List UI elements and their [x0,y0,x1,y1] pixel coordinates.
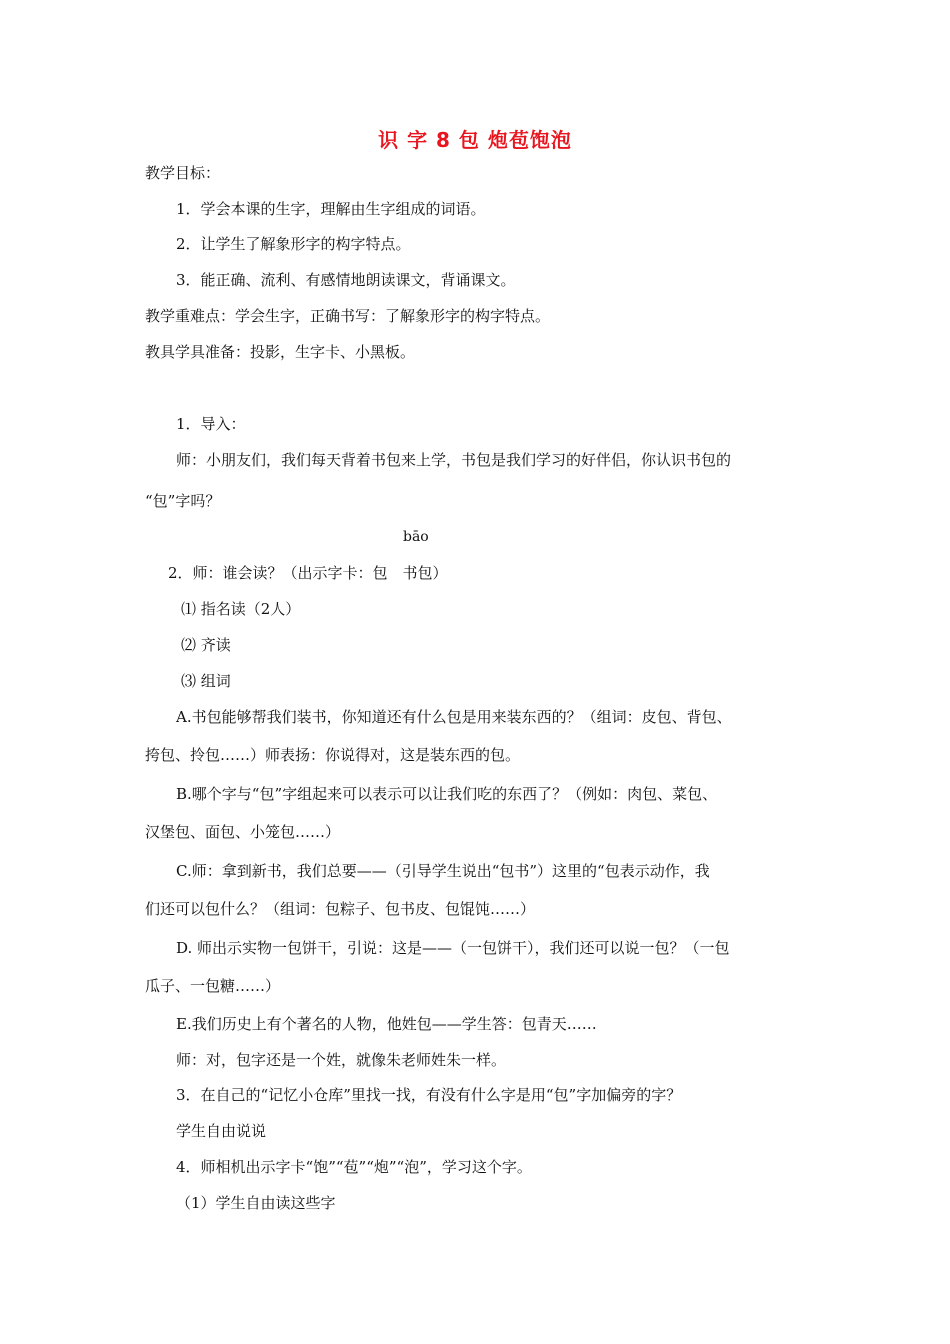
sub-step-4-1: （1）学生自由读这些字 [176,1194,336,1212]
step-4: 4．师相机出示字卡“饱”“苞”“炮”“泡”，学习这个字。 [176,1158,532,1176]
objectives-heading: 教学目标： [145,164,221,182]
materials: 教具学具准备：投影，生字卡、小黑板。 [145,343,416,361]
paragraph-line: 汉堡包、面包、小笼包……） [145,823,341,841]
paragraph-line: 挎包、拎包……）师表扬：你说得对，这是装东西的包。 [145,746,521,764]
step-3: 3．在自己的“记忆小仓库”里找一找，有没有什么字是用“包”字加偏旁的字？ [176,1086,682,1104]
paragraph-line: “包”字吗？ [145,492,221,510]
paragraph-line: 学生自由说说 [176,1122,267,1140]
paragraph-line: 师：小朋友们，我们每天背着书包来上学，书包是我们学习的好伴侣，你认识书包的 [176,451,732,469]
objective-1: 1．学会本课的生字，理解由生字组成的词语。 [176,200,486,218]
paragraph-line: D. 师出示实物一包饼干，引说：这是——（一包饼干），我们还可以说一包？（一包 [176,939,730,957]
pinyin-annotation: bāo [403,529,429,545]
key-points: 教学重难点：学会生字，正确书写：了解象形字的构字特点。 [145,307,551,325]
sub-step-3: ⑶ 组词 [181,672,231,690]
paragraph-line: 瓜子、一包糖……） [145,977,281,995]
paragraph-line: A.书包能够帮我们装书，你知道还有什么包是用来装东西的？（组词：皮包、背包、 [176,708,732,726]
paragraph-line: 师：对，包字还是一个姓，就像朱老师姓朱一样。 [176,1051,507,1069]
paragraph-line: 们还可以包什么？（组词：包粽子、包书皮、包馄饨……） [145,900,536,918]
objective-2: 2．让学生了解象形字的构字特点。 [176,235,411,253]
lesson-title: 识 字 8 包 炮苞饱泡 [378,128,572,152]
paragraph-line: C.师：拿到新书，我们总要——（引导学生说出“包书”）这里的“包表示动作，我 [176,862,710,880]
paragraph-line: B.哪个字与“包”字组起来可以表示可以让我们吃的东西了？（例如：肉包、菜包、 [176,785,718,803]
step-2: 2．师：谁会读？（出示字卡：包 书包） [168,564,448,582]
sub-step-2: ⑵ 齐读 [181,636,231,654]
step-1-intro: 1．导入： [176,415,246,433]
objective-3: 3．能正确、流利、有感情地朗读课文，背诵课文。 [176,271,516,289]
sub-step-1: ⑴ 指名读（2人） [181,600,301,618]
paragraph-line: E.我们历史上有个著名的人物，他姓包——学生答：包青天…… [176,1015,597,1033]
